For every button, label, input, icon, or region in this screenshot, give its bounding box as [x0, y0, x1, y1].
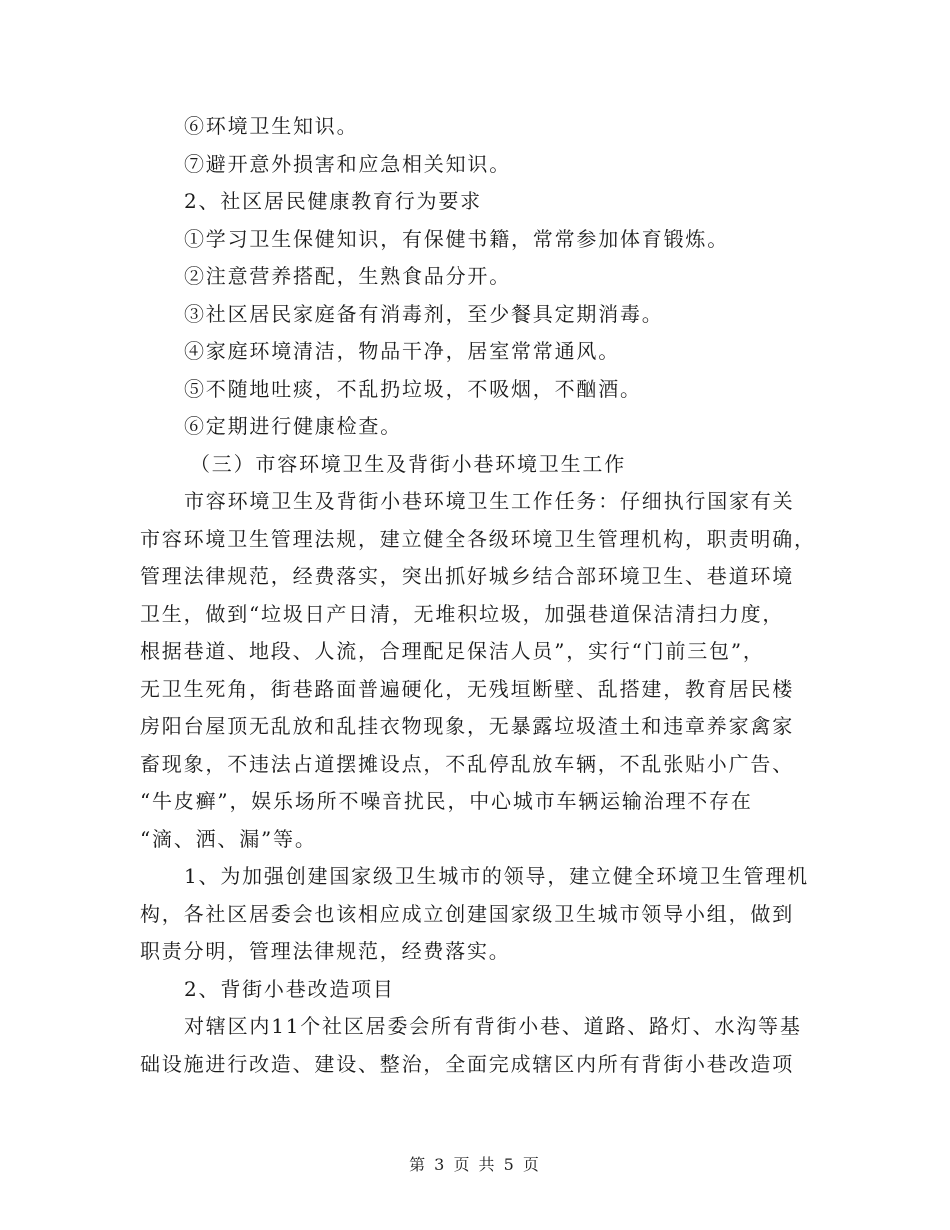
text-line: 1、为加强创建国家级卫生城市的领导，建立健全环境卫生管理机	[184, 864, 809, 888]
text-line: 市容环境卫生及背街小巷环境卫生工作任务：仔细执行国家有关	[184, 489, 795, 513]
text-line: 根据巷道、地段、人流，合理配足保洁人员”，实行“门前三包”，	[140, 639, 765, 663]
text-line: 管理法律规范，经费落实，突出抓好城乡结合部环境卫生、巷道环境	[140, 564, 794, 588]
text-line: ②注意营养搭配，生熟食品分开。	[184, 264, 511, 288]
text-line: 2、背街小巷改造项目	[184, 976, 395, 1001]
text-line: 市容环境卫生管理法规，建立健全各级环境卫生管理机构，职责明确，	[140, 526, 816, 551]
text-line: （三）市容环境卫生及背街小巷环境卫生工作	[190, 451, 626, 476]
page-footer: 第 3 页 共 5 页	[409, 1155, 541, 1174]
text-line: ①学习卫生保健知识，有保健书籍，常常参加体育锻炼。	[184, 226, 729, 251]
text-line: 畜现象，不违法占道摆摊设点，不乱停乱放车辆，不乱张贴小广告、	[140, 751, 794, 776]
text-line: ⑥环境卫生知识。	[184, 114, 359, 138]
text-line: 2、社区居民健康教育行为要求	[184, 189, 482, 213]
text-line: 职责分明，管理法律规范，经费落实。	[140, 939, 511, 963]
text-line: ⑥定期进行健康检查。	[184, 414, 402, 438]
text-line: 础设施进行改造、建设、整治，全面完成辖区内所有背街小巷改造项	[140, 1051, 794, 1076]
text-line: ⑦避开意外损害和应急相关知识。	[184, 151, 511, 176]
document-body	[140, 108, 820, 1083]
text-line: “牛皮癣”，娱乐场所不噪音扰民，中心城市车辆运输治理不存在	[140, 789, 753, 813]
text-line: 无卫生死角，街巷路面普遍硬化，无残垣断壁、乱搭建，教育居民楼	[140, 676, 794, 701]
text-line: 房阳台屋顶无乱放和乱挂衣物现象，无暴露垃圾渣土和违章养家禽家	[140, 714, 794, 738]
text-line: 对辖区内11个社区居委会所有背街小巷、道路、路灯、水沟等基	[184, 1014, 802, 1038]
text-line: 卫生，做到“垃圾日产日清，无堆积垃圾，加强巷道保洁清扫力度，	[140, 601, 785, 626]
text-line: ③社区居民家庭备有消毒剂，至少餐具定期消毒。	[184, 301, 664, 326]
text-line: ④家庭环境清洁，物品干净，居室常常通风。	[184, 339, 620, 363]
text-line: “滴、洒、漏”等。	[140, 826, 317, 851]
text-line: 构，各社区居委会也该相应成立创建国家级卫生城市领导小组，做到	[140, 901, 794, 926]
text-line: ⑤不随地吐痰，不乱扔垃圾，不吸烟，不酗酒。	[184, 376, 642, 401]
